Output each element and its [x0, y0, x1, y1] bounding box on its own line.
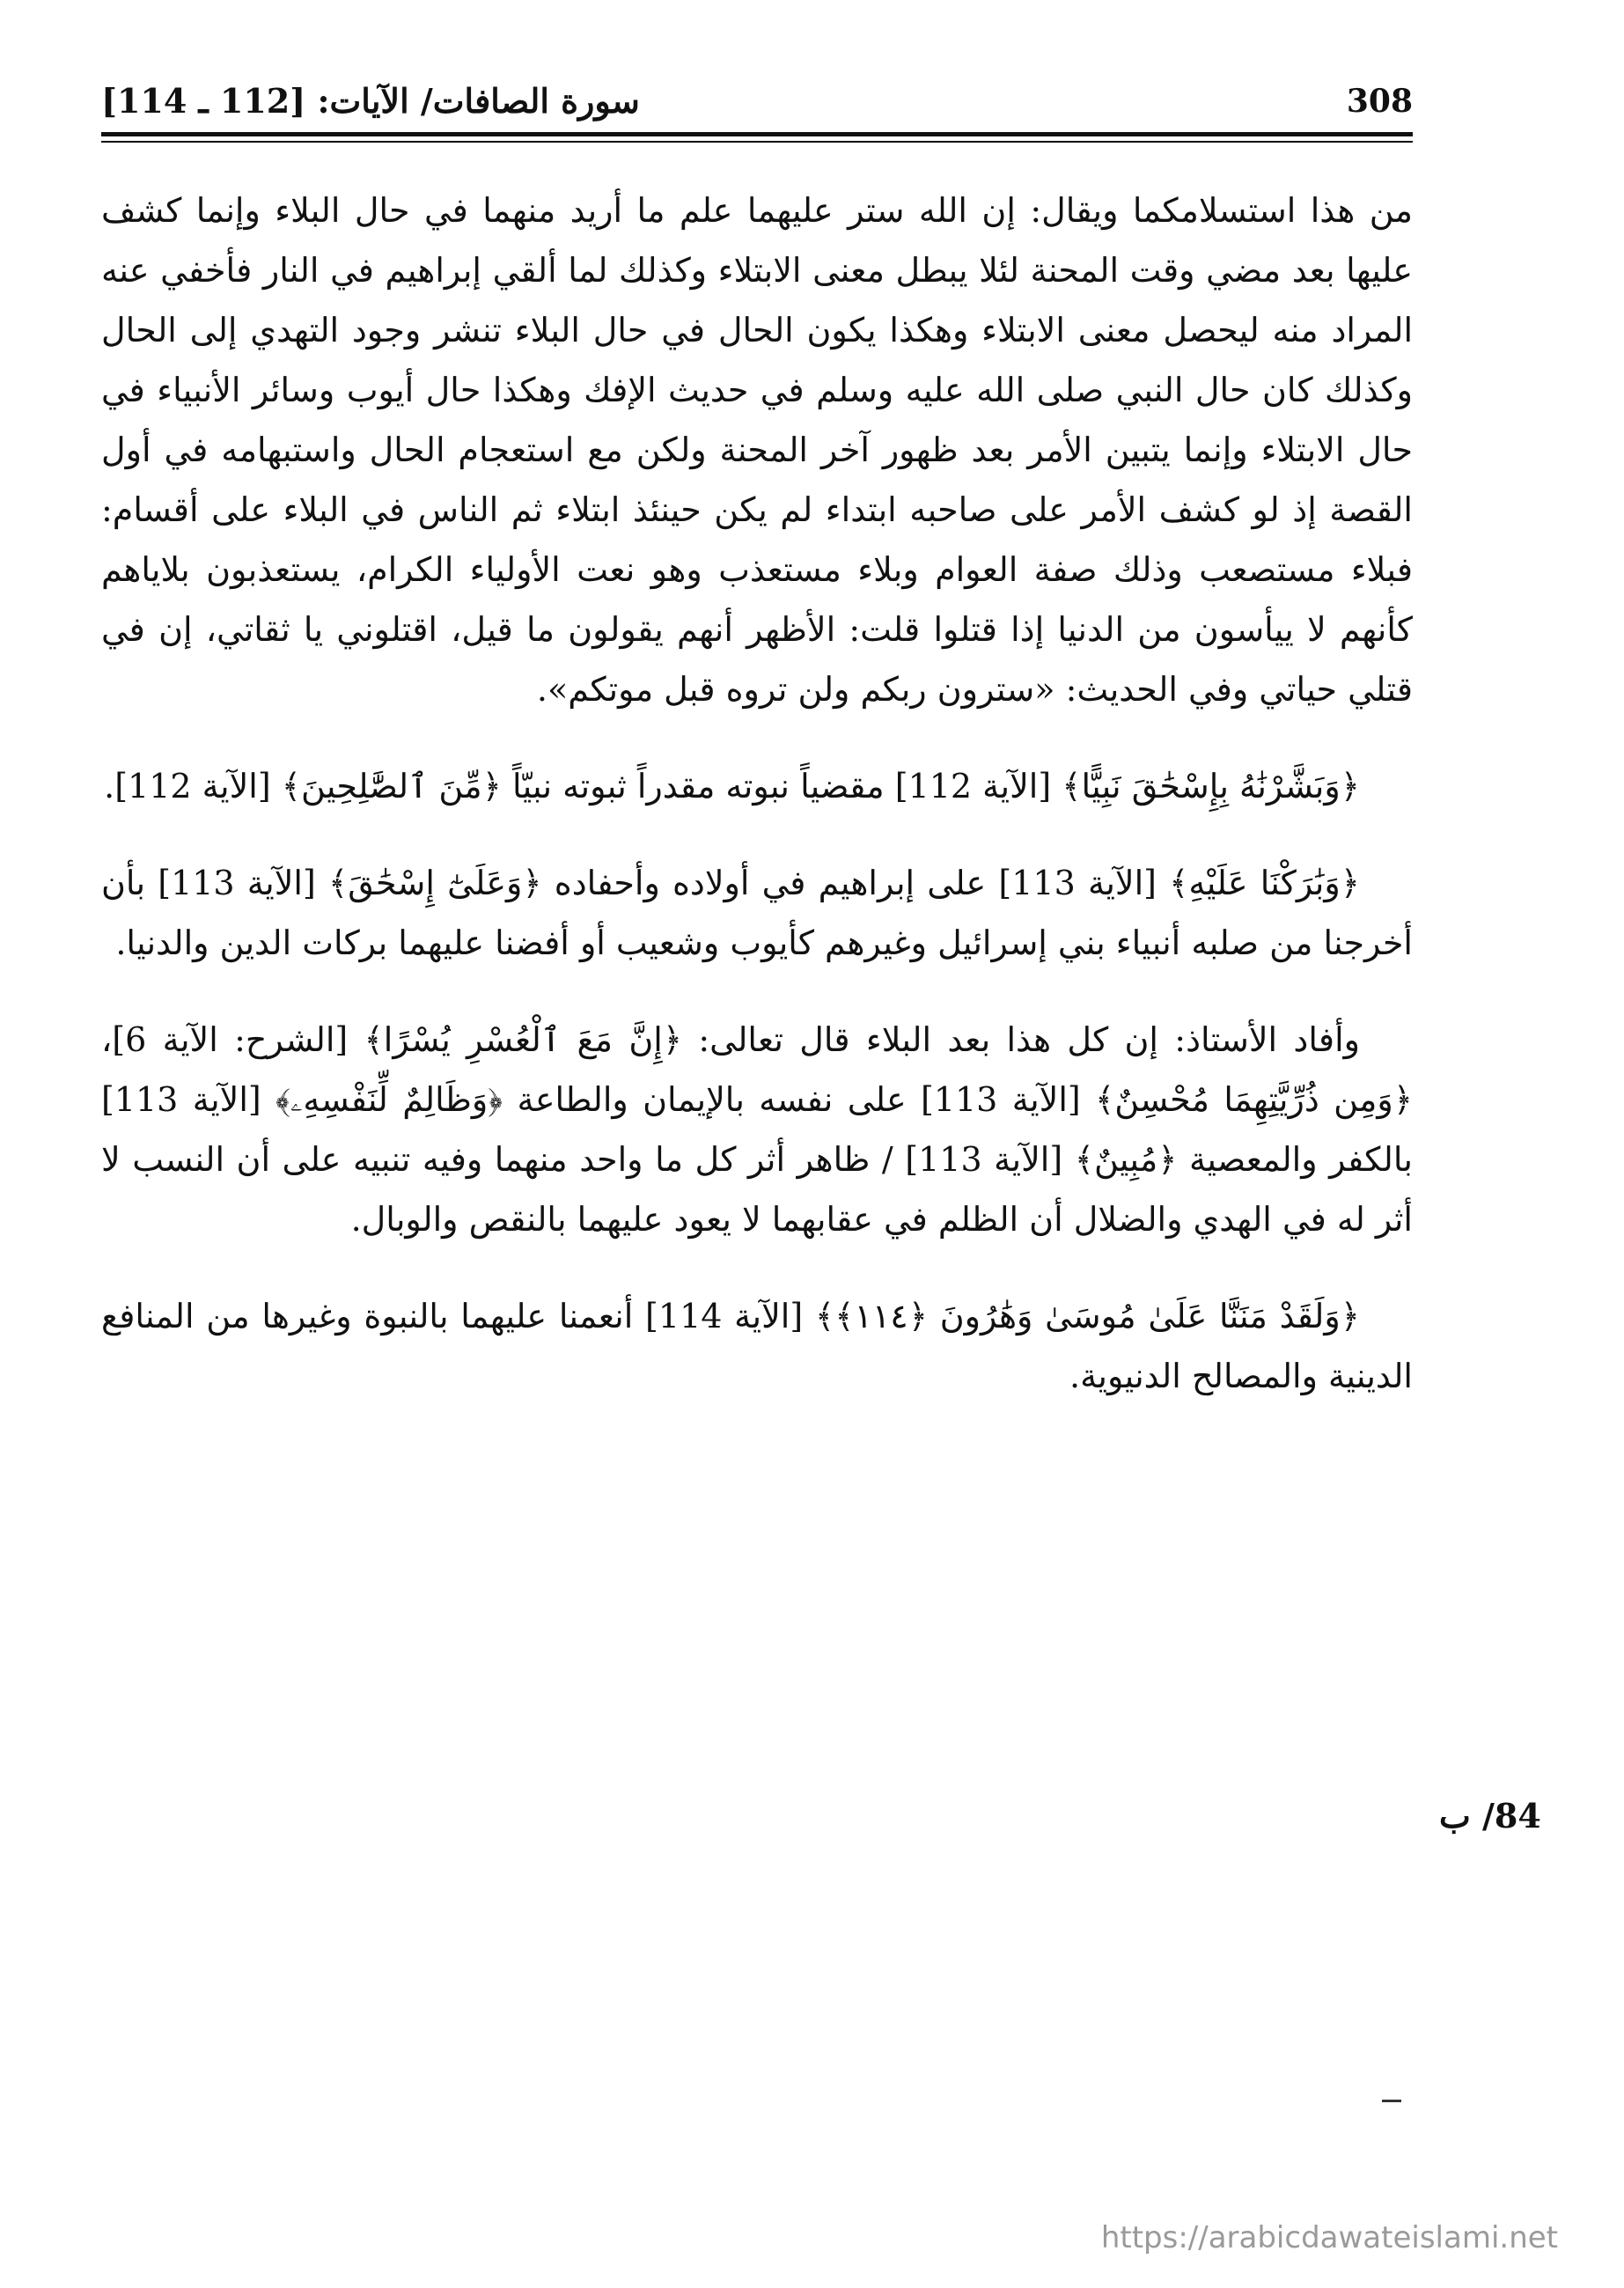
page-number: 308	[1346, 83, 1413, 120]
page-header	[101, 77, 1413, 130]
paragraph-1: من هذا استسلامكما ويقال: إن الله ستر عليهما علم ما أريد منهما في حال البلاء وإنما كشف عليها بعد مضي وقت المحنة لئلا يبطل معنى الابتلاء وكذلك لما ألقي إبراهيم في النار فأخفي عنه المراد منه ليحصل معنى الابتلاء وهكذا يكون الحال في حال البلاء تنشر وجود التهدي إلى الحال وكذلك كان حال النبي صلى الله عليه وسلم في حديث الإفك وهكذا حال أيوب وسائر الأنبياء في حال الابتلاء وإنما يتبين الأمر بعد ظهور آخر المحنة ولكن مع استعجام الحال واستبهامه في أول القصة إذ لو كشف الأمر على صاحبه ابتداء لم يكن حينئذ ابتلاء ثم الناس في البلاء على أقسام: فبلاء مستصعب وذلك صفة العوام وبلاء مستعذب وهو نعت الأولياء الكرام، يستعذبون بلاياهم كأنهم لا ييأسون من الدنيا إذا قتلوا قلت: الأظهر أنهم يقولون ما قيل، اقتلوني يا ثقاتي، إن في قتلي حياتي وفي الحديث: «سترون ربكم ولن تروه قبل موتكم».	[101, 191, 1413, 709]
running-title: سورة الصافات/ الآيات: [112 ـ 114]	[101, 81, 640, 121]
paragraph-5: ﴿وَلَقَدْ مَنَنَّا عَلَىٰ مُوسَىٰ وَهَٰرُونَ ﴿١١٤﴾﴾ [الآية 114] أنعمنا عليهما بالنبوة وغيرها من المنافع الدينية والمصالح الدنيوية.	[101, 1297, 1413, 1395]
margin-dash	[1382, 2100, 1401, 2102]
paragraph-2: ﴿وَبَشَّرْنَٰهُ بِإِسْحَٰقَ نَبِيًّا﴾ [الآية 112] مقضياً نبوته مقدراً ثبوته نبيّاً ﴿مِّنَ ٱلصَّٰلِحِينَ﴾ [الآية 112].	[104, 767, 1360, 806]
page-body	[101, 180, 1413, 1406]
header-rule-thin	[101, 141, 1413, 143]
margin-folio-note: 84/ ب	[1439, 1796, 1541, 1836]
watermark-url: https://arabicdawateislami.net	[1100, 2220, 1558, 2255]
paragraph-4: وأفاد الأستاذ: إن كل هذا بعد البلاء قال تعالى: ﴿إِنَّ مَعَ ٱلْعُسْرِ يُسْرًا﴾ [الشرح: الآية 6]، ﴿وَمِن ذُرِّيَّتِهِمَا مُحْسِنٌ﴾ [الآية 113] على نفسه بالإيمان والطاعة ﴿وَظَالِمٌ لِّنَفْسِهِۦ﴾ [الآية 113] بالكفر والمعصية ﴿مُبِينٌ﴾ [الآية 113] / ظاهر أثر كل ما واحد منهما وفيه تنبيه على أن النسب لا أثر له في الهدي والضلال أن الظلم في عقابهما لا يعود عليهما بالنقص والوبال.	[101, 1020, 1413, 1239]
paragraph-3: ﴿وَبَٰرَكْنَا عَلَيْهِ﴾ [الآية 113] على إبراهيم في أولاده وأحفاده ﴿وَعَلَىٰٓ إِسْحَٰقَ﴾ [الآية 113] بأن أخرجنا من صلبه أنبياء بني إسرائيل وغيرهم كأيوب وشعيب أو أفضنا عليهما بركات الدين والدنيا.	[101, 864, 1413, 962]
header-rule-thick	[101, 132, 1413, 136]
